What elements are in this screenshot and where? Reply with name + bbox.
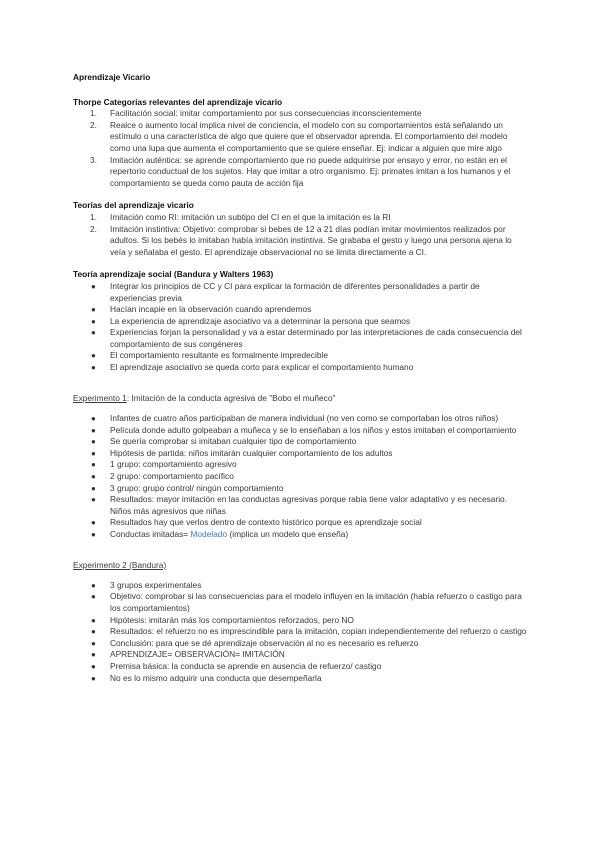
bullet-icon: ● [91,518,96,528]
bullet-icon: ● [91,363,96,373]
bullet-icon: ● [91,627,96,637]
list-item: ● Premisa básica: la conducta se aprende en ausencia de refuerzo/ castigo [91,660,382,671]
list-item: ● Objetivo: comprobar si las consecuencias para el modelo influyen en la imitación (había refuerzo o castigo para los comportamientos) [91,591,522,613]
bullet-icon: ● [91,495,96,505]
list-item: ● 3 grupo: grupo control/ ningún comportamiento [91,482,284,493]
bullet-icon: ● [91,673,96,683]
list-item: ● Resultados: mayor imitación en las conductas agresivas porque rabia tiene valor adaptativo y es necesario. Niños más agresivos que niñas [91,494,508,516]
list-item: ● Conclusión: para que se dé aprendizaje observación al no es necesario es refuerzo [91,637,419,648]
bullet-icon: ● [91,650,96,660]
list-item: 1. Imitación como RI: imitación un subtipo del CI en el que la imitación es la RI [90,211,391,222]
bullet-icon: ● [91,471,96,481]
bullet-icon: ● [91,661,96,671]
bullet-icon: ● [91,448,96,458]
modelado-link[interactable]: Modelado [190,528,228,539]
bullet-icon: ● [91,529,96,539]
thorpe-heading: Thorpe Categorías relevantes del aprendizaje vicario [73,96,283,107]
list-item: ● Se quería comprobar si imitaban cualquier tipo de comportamiento [91,436,357,447]
list-item: 2. Realce o aumento local implica nivel de conciencia, el modelo con su comportamientos está señalando un estímulo o una característica de algo que quiere que el observador aprenda. El comportamiento del modelo como una lupa que aumenta el comportamiento que se quiere enseñar. Ej: indicar a alguien que mire algo [90,119,508,153]
list-item: ● Conductas imitadas= Modelado (implica un modelo que enseña) [91,528,349,539]
list-item: ● El aprendizaje asociativo se queda corto para explicar el comportamiento humano [91,362,414,373]
list-item: ● Película donde adulto golpeaban a muñeca y se lo enseñaban a los niños y estos imitaban el comportamiento [91,424,517,435]
list-item: ● APRENDIZAJE= OBSERVACIÓN= IMITACIÓN [91,649,285,660]
list-item: ● No es lo mismo adquirir una conducta que desempeñarla [91,672,322,683]
list-item: ● 2 grupo: comportamiento pacífico [91,470,234,481]
list-item: ● Hipótesis de partida: niños imitarán cualquier comportamiento de los adultos [91,447,393,458]
list-item: ● Resultados: el refuerzo no es imprescindible para la imitación, copian independientemente del refuerzo o castigo [91,626,527,637]
thorpe-list [73,108,528,189]
list-item: ● Infantes de cuatro años participaban de manera individual (no ven como se comportaban los otros niños) [91,412,499,423]
list-item: ● 1 grupo: comportamiento agresivo [91,459,237,470]
exp2-list [73,580,528,684]
bullet-icon: ● [91,592,96,602]
list-item: ● 3 grupos experimentales [91,579,202,590]
exp2-heading: Experimento 2 (Bandura) [73,559,167,570]
exp1-list [73,413,528,541]
list-item: 1. Facilitación social: imitar comportamiento por sus consecuencias inconscientemente [90,108,422,119]
exp1-heading: Experimento 1: Imitación de la conducta agresiva de "Bobo el muñeco" [73,393,336,403]
list-item: 2. Imitación instintiva: Objetivo: comprobar si bebes de 12 a 21 días podían imitar movimientos realizados por adultos. Si los bebés lo imitaban había imitación instintiva. Se grababa el gesto y luego una persona ajena lo veía y señalaba el gesto. El aprendizaje observacional no se limita directamente a CI. [90,223,512,257]
list-item: ● Experiencias forjan la personalidad y va a estar determinado por las interpretaciones de cada consecuencia del comportamiento de sus congéneres [91,327,522,349]
list-item: 3. Imitación auténtica: se aprende comportamiento que no puede adquirirse por ensayo y error, no están en el repertorio conductual de los sujetos. Hay que imitar a otro organismo. Ej: primates imitan a los humanos y el comportamiento se queda como pauta de acción fija [90,154,511,188]
list-item: ● La experiencia de aprendizaje asociativo va a determinar la persona que seamos [91,315,411,326]
page-title: Aprendizaje Vicario [73,72,151,82]
bullet-icon: ● [91,460,96,470]
bullet-icon: ● [91,305,96,315]
bullet-icon: ● [91,437,96,447]
bullet-icon: ● [91,351,96,361]
bullet-icon: ● [91,615,96,625]
list-item: ● Hipótesis: imitarán más los comportamientos reforzados, pero NO [91,614,354,625]
bullet-icon: ● [91,413,96,423]
bullet-icon: ● [91,425,96,435]
list-item: ● Resultados hay que verlos dentro de contexto histórico porque es aprendizaje social [91,517,422,528]
bullet-icon: ● [91,483,96,493]
list-item: ● Hacían incapie en la observación cuando aprendemos [91,304,312,315]
bullet-icon: ● [91,316,96,326]
list-item: ● Integrar los principios de CC y CI para explicar la formación de diferentes personalidades a partir de experiencias previa [91,280,480,303]
social-heading: Teoría aprendizaje social (Bandura y Walters 1963) [73,269,274,280]
document-content [73,72,528,684]
bullet-icon: ● [91,281,96,291]
bullet-icon: ● [91,580,96,590]
teorias-heading: Teorías del aprendizaje vicario [73,200,194,211]
bullet-icon: ● [91,638,96,648]
social-list [73,281,528,374]
teorias-list [73,212,528,258]
list-item: ● El comportamiento resultante es formalmente impredecible [91,350,328,361]
bullet-icon: ● [91,328,96,338]
